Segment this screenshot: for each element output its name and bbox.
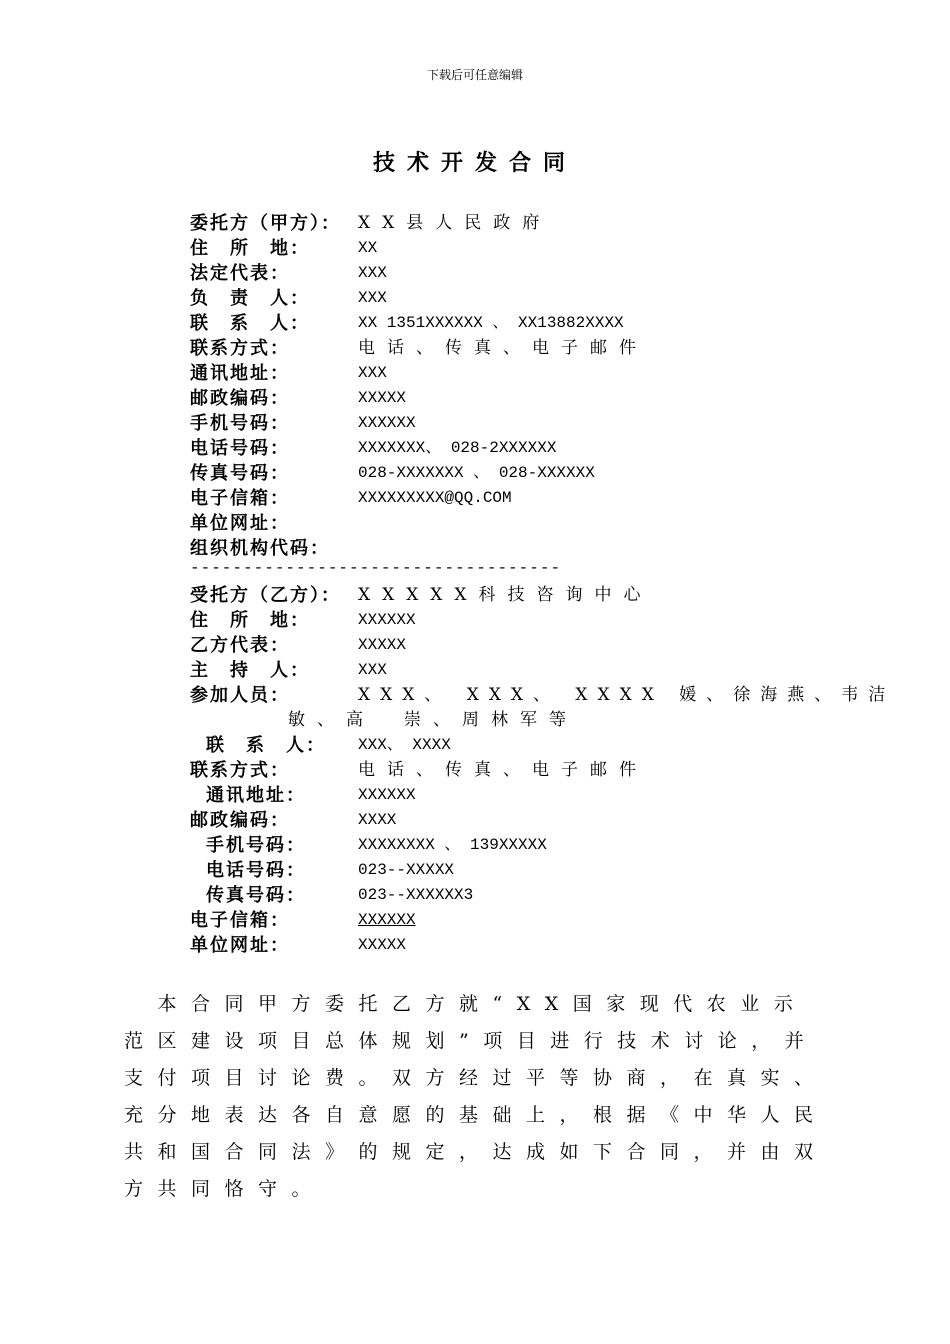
field-label: 通讯地址： bbox=[206, 785, 306, 806]
field-label: 组织机构代码： bbox=[190, 538, 330, 559]
party-b-row bbox=[190, 583, 830, 608]
party-a-row bbox=[190, 311, 830, 336]
party-b-row bbox=[190, 733, 830, 758]
party-b-row bbox=[190, 633, 830, 658]
document-title: 技术开发合同 bbox=[372, 150, 577, 176]
party-b-row bbox=[190, 658, 830, 683]
paragraph-line: 共和国合同法》的规定，达成如下合同，并由双 bbox=[124, 1141, 828, 1163]
field-label: 手机号码： bbox=[206, 835, 306, 856]
field-label: 电子信箱： bbox=[190, 488, 290, 509]
contract-paragraph bbox=[124, 986, 828, 1208]
field-value: XXXXX bbox=[358, 389, 407, 407]
party-b-row bbox=[190, 608, 830, 633]
field-label: 电话号码： bbox=[206, 860, 306, 881]
members-continued: 敏、高 崇、周林军等 bbox=[288, 710, 578, 730]
field-value: 028-XXXXXXX 、 028-XXXXXX bbox=[358, 464, 595, 482]
party-b-row bbox=[190, 833, 830, 858]
party-a-row bbox=[190, 236, 830, 261]
party-a-row bbox=[190, 486, 830, 511]
paragraph-line: 方共同恪守。 bbox=[124, 1178, 326, 1200]
party-b-row bbox=[190, 683, 896, 708]
paragraph-line: 本合同甲方委托乙方就“XX国家现代农业示 bbox=[124, 993, 808, 1015]
field-label: 负 责 人： bbox=[190, 288, 310, 309]
field-value: XXXX bbox=[358, 811, 397, 829]
field-value: 023--XXXXX bbox=[358, 861, 455, 879]
field-label: 法定代表： bbox=[190, 263, 290, 284]
field-label: 邮政编码： bbox=[190, 810, 290, 831]
field-value: XXXXXX bbox=[358, 786, 416, 804]
field-label: 通讯地址： bbox=[190, 363, 290, 384]
party-b-row bbox=[190, 908, 830, 933]
field-label: 手机号码： bbox=[190, 413, 290, 434]
field-value: XXXXX科技咨询中心 bbox=[358, 585, 653, 605]
field-value: XXX bbox=[358, 661, 387, 679]
field-value: XXX、 XXXX bbox=[358, 736, 451, 754]
field-label: 乙方代表： bbox=[190, 635, 290, 656]
section-separator: ----------------------------------- bbox=[190, 559, 562, 577]
field-label: 单位网址： bbox=[190, 935, 290, 956]
field-value: XXXXXX bbox=[358, 414, 416, 432]
field-label: 住 所 地： bbox=[190, 238, 310, 259]
party-a-row bbox=[190, 411, 830, 436]
field-value: XXXXXXXXX@QQ.COM bbox=[358, 489, 512, 507]
party-a-row bbox=[190, 211, 830, 236]
paragraph-line: 充分地表达各自意愿的基础上，根据《中华人民 bbox=[124, 1104, 828, 1126]
party-b-row bbox=[190, 858, 830, 883]
party-a-row bbox=[190, 436, 830, 461]
field-value: XX县人民政府 bbox=[358, 213, 552, 233]
field-value: XXX bbox=[358, 364, 387, 382]
field-value: 电话、传真、电子邮件 bbox=[358, 760, 648, 780]
field-value: 023--XXXXXX3 bbox=[358, 886, 474, 904]
field-label: 主 持 人： bbox=[190, 660, 310, 681]
party-a-row bbox=[190, 261, 830, 286]
party-b-row bbox=[190, 783, 830, 808]
party-b-row bbox=[190, 808, 830, 833]
field-label: 联 系 人： bbox=[190, 313, 310, 334]
party-a-row bbox=[190, 511, 830, 536]
party-a-row bbox=[190, 361, 830, 386]
party-info bbox=[190, 211, 896, 958]
field-value: XXXXXXXX 、 139XXXXX bbox=[358, 836, 547, 854]
party-a-row bbox=[190, 286, 830, 311]
party-a-row bbox=[190, 336, 830, 361]
paragraph-line: 范区建设项目总体规划”项目进行技术讨论，并 bbox=[124, 1030, 819, 1052]
party-b-row bbox=[190, 758, 830, 783]
party-a-row bbox=[190, 386, 830, 411]
field-label: 电子信箱： bbox=[190, 910, 290, 931]
field-label: 传真号码： bbox=[206, 885, 306, 906]
party-a-row bbox=[190, 536, 830, 561]
field-value: XXX bbox=[358, 289, 387, 307]
field-value: 电话、传真、电子邮件 bbox=[358, 338, 648, 358]
field-label: 联系方式： bbox=[190, 760, 290, 781]
field-label: 联系方式： bbox=[190, 338, 290, 359]
field-label: 住 所 地： bbox=[190, 610, 310, 631]
field-value: XXX、 XXX、 XXXX 媛、徐海燕、韦洁 bbox=[358, 685, 896, 705]
field-value: XXXXXX bbox=[358, 911, 416, 929]
field-label: 受托方（乙方）： bbox=[190, 585, 341, 606]
field-value: XX bbox=[358, 239, 378, 257]
party-b-row bbox=[190, 933, 830, 958]
field-value: XXX bbox=[358, 264, 387, 282]
field-label: 传真号码： bbox=[190, 463, 290, 484]
field-label: 单位网址： bbox=[190, 513, 290, 534]
field-value: XX 1351XXXXXX 、 XX13882XXXX bbox=[358, 314, 624, 332]
paragraph-line: 支付项目讨论费。双方经过平等协商，在真实、 bbox=[124, 1067, 828, 1089]
field-label: 委托方（甲方）： bbox=[190, 213, 341, 234]
field-label: 电话号码： bbox=[190, 438, 290, 459]
field-label: 联 系 人： bbox=[206, 735, 326, 756]
field-value: XXXXX bbox=[358, 936, 407, 954]
header-note: 下载后可任意编辑 bbox=[426, 68, 523, 82]
party-a-row bbox=[190, 461, 830, 486]
field-value: XXXXXX bbox=[358, 611, 416, 629]
field-label: 参加人员： bbox=[190, 685, 290, 706]
field-value: XXXXXXX、 028-2XXXXXX bbox=[358, 439, 557, 457]
field-label: 邮政编码： bbox=[190, 388, 290, 409]
field-value: XXXXX bbox=[358, 636, 407, 654]
party-b-row bbox=[190, 883, 830, 908]
